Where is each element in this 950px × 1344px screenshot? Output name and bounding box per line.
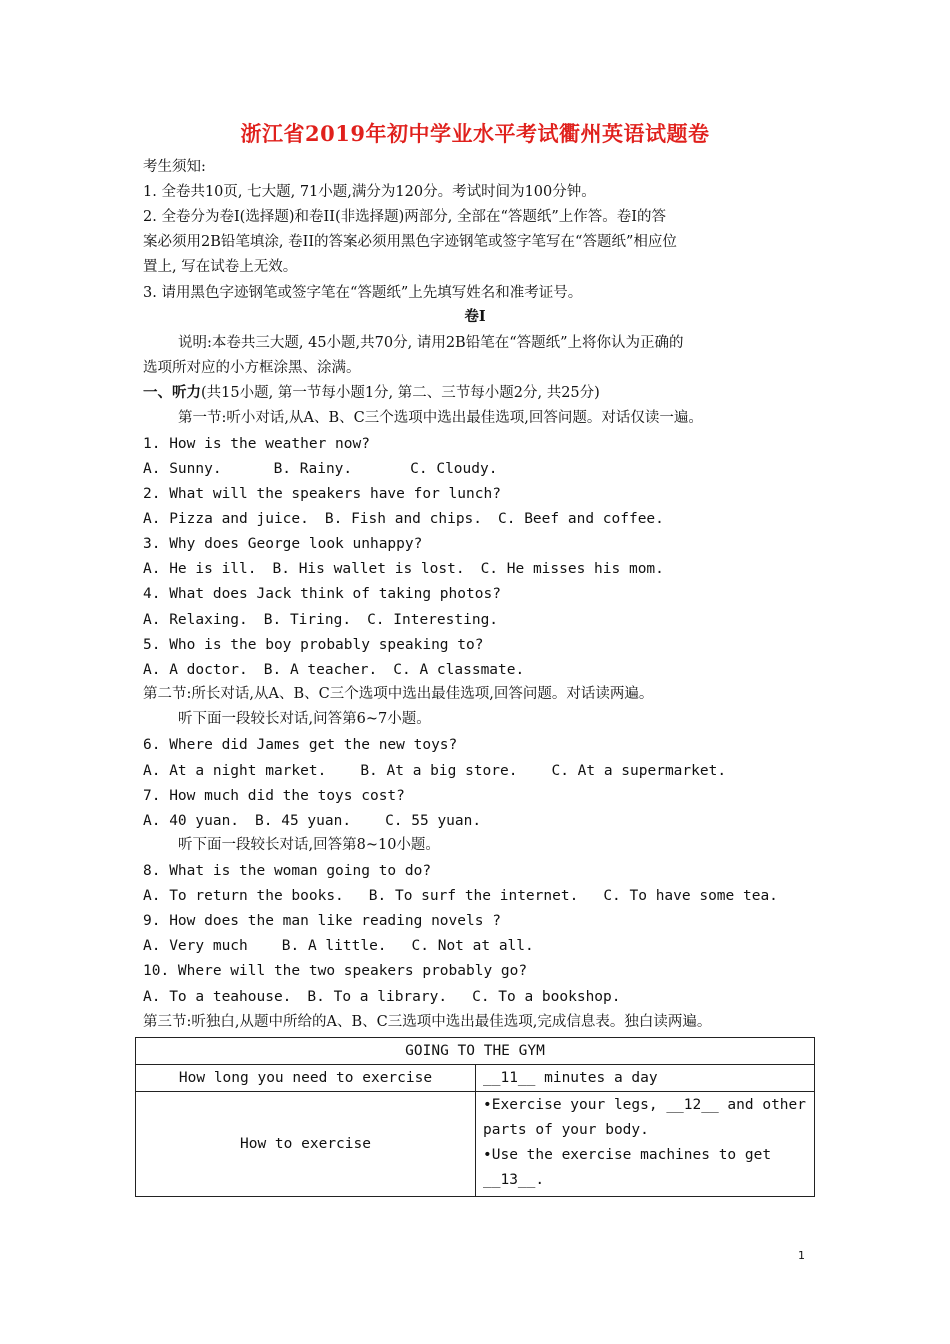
table-row [136,1092,815,1197]
table-cell-line: •Use the exercise machines to get [483,1147,772,1163]
section1-instruction: 第一节:听小对话,从A、B、C三个选项中选出最佳选项,回答问题。对话仅读一遍。 [178,410,703,426]
options-4 [143,610,498,630]
notice-line-2b: 案必须用2B铅笔填涂, 卷II的答案必须用黑色字迹钢笔或签字笔写在“答题纸”相应位 [143,234,677,250]
option-b: B. Rainy. [273,461,353,477]
option-b: B. Fish and chips. [324,511,483,527]
question-5: 5. Who is the boy probably speaking to? [143,637,484,653]
part1-number: 一、 [143,384,172,401]
options-10 [143,987,621,1007]
option-c: C. Beef and coffee. [498,511,664,527]
option-c: C. A classmate. [393,662,525,678]
option-a: A. To a teahouse. [143,989,292,1005]
options-2 [143,509,664,529]
info-table [135,1037,815,1197]
options-5 [143,660,524,680]
options-8 [143,886,778,906]
options-7 [143,811,481,831]
explain-line-a: 说明:本卷共三大题, 45小题,共70分, 请用2B铅笔在“答题纸”上将你认为正确的 [178,335,684,351]
question-3: 3. Why does George look unhappy? [143,536,423,552]
option-a: A. To return the books. [143,888,344,904]
table-cell-label: How long you need to exercise [136,1065,476,1092]
option-b: B. To surf the internet. [368,888,579,904]
option-a: A. Sunny. [143,461,222,477]
option-a: A. A doctor. [143,662,248,678]
option-a: A. Very much [143,938,248,954]
page-number: 1 [798,1249,805,1262]
option-c: C. Interesting. [367,612,499,628]
option-b: B. His wallet is lost. [272,561,465,577]
option-b: B. A teacher. [263,662,378,678]
options-3 [143,559,664,579]
option-c: C. Cloudy. [410,461,498,477]
option-c: C. At a supermarket. [551,763,727,779]
option-b: B. 45 yuan. [255,813,352,829]
section3-instruction: 第三节:听独白,从题中所给的A、B、C三选项中选出最佳选项,完成信息表。独白读两遍。 [143,1014,712,1030]
question-8: 8. What is the woman going to do? [143,863,432,879]
table-row [136,1065,815,1092]
option-a: A. 40 yuan. [143,813,240,829]
notice-line-3: 3. 请用黑色字迹钢笔或签字笔在“答题纸”上先填写姓名和准考证号。 [143,285,583,301]
notice-line-1: 1. 全卷共10页, 七大题, 71小题,满分为120分。考试时间为100分钟。 [143,184,596,200]
listen-instruction-1: 听下面一段较长对话,问答第6~7小题。 [178,711,431,727]
part1-name: 听力 [172,384,201,401]
option-b: B. Tiring. [263,612,352,628]
table-header: GOING TO THE GYM [136,1038,815,1065]
question-4: 4. What does Jack think of taking photos? [143,586,501,602]
volume-heading: 卷I [464,308,486,325]
explain-line-b: 选项所对应的小方框涂黑、涂满。 [143,360,361,376]
options-6 [143,761,726,781]
table-cell-line: •Exercise your legs, __12__ and other [483,1097,807,1113]
notice-line-2c: 置上, 写在试卷上无效。 [143,259,298,275]
option-b: B. To a library. [307,989,448,1005]
part1-heading [143,383,600,403]
notice-heading: 考生须知: [143,159,206,175]
option-c: C. 55 yuan. [385,813,482,829]
option-b: B. A little. [281,938,387,954]
table-cell-line: parts of your body. [483,1122,649,1138]
option-c: C. To a bookshop. [472,989,621,1005]
options-1 [143,459,497,479]
option-c: C. He misses his mom. [480,561,664,577]
table-row [136,1038,815,1065]
question-1: 1. How is the weather now? [143,436,370,452]
question-10: 10. Where will the two speakers probably go? [143,963,528,979]
notice-line-2a: 2. 全卷分为卷I(选择题)和卷II(非选择题)两部分, 全部在“答题纸”上作答。卷I的答 [143,209,667,225]
question-2: 2. What will the speakers have for lunch? [143,486,501,502]
section2-instruction: 第二节:所长对话,从A、B、C三个选项中选出最佳选项,回答问题。对话读两遍。 [143,686,654,702]
question-6: 6. Where did James get the new toys? [143,737,458,753]
table-cell-line: __13__. [483,1172,545,1188]
page-title: 浙江省2019年初中学业水平考试衢州英语试题卷 [240,121,710,146]
part1-description: (共15小题, 第一节每小题1分, 第二、三节每小题2分, 共25分) [201,385,600,401]
option-a: A. Relaxing. [143,612,248,628]
options-9 [143,936,534,956]
option-a: A. Pizza and juice. [143,511,309,527]
option-a: A. He is ill. [143,561,257,577]
listen-instruction-2: 听下面一段较长对话,回答第8~10小题。 [178,837,440,853]
option-a: A. At a night market. [143,763,327,779]
option-c: C. Not at all. [411,938,534,954]
question-9: 9. How does the man like reading novels ? [143,913,501,929]
option-b: B. At a big store. [360,763,518,779]
table-cell-label: How to exercise [136,1092,476,1197]
option-c: C. To have some tea. [603,888,778,904]
question-7: 7. How much did the toys cost? [143,788,405,804]
table-cell-value [476,1092,815,1197]
table-cell-value: __11__ minutes a day [476,1065,815,1092]
